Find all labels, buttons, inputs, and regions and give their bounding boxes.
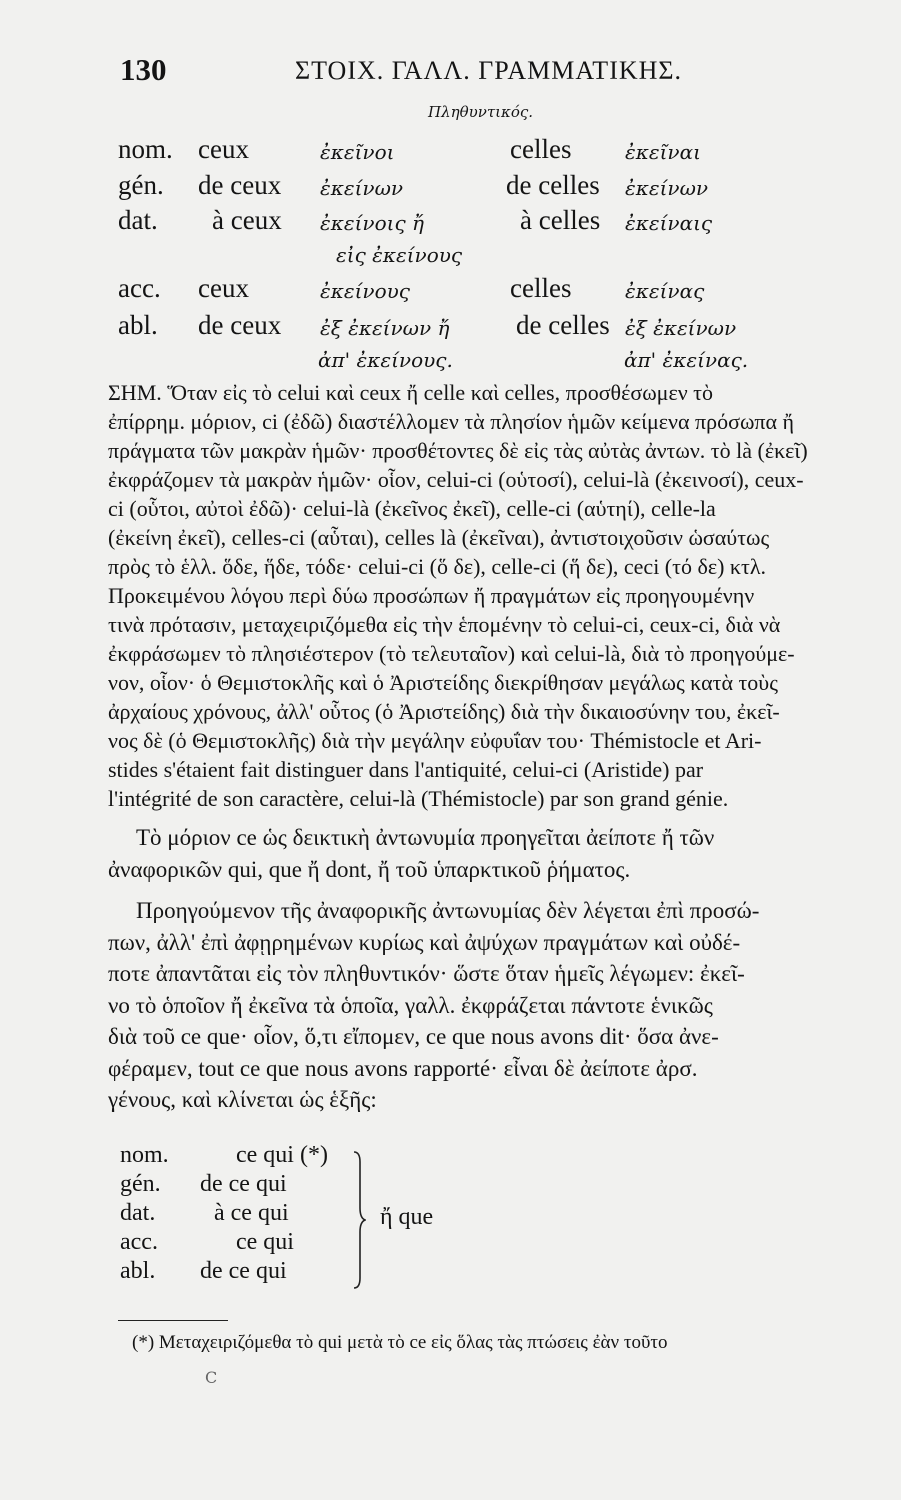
masc-fr-form: à ceux (212, 205, 282, 235)
plural-heading: Πληθυντικός. (428, 103, 534, 121)
masc-fr-form: de ceux (198, 310, 282, 340)
text-line: νο τὸ ὁποῖον ἤ ἐκεῖνα τὰ ὁποῖα, γαλλ. ἐκφράζεται πάντοτε ἑνικῶς (108, 992, 713, 1018)
ce-qui-form: à ce qui (214, 1200, 289, 1226)
text-line: ἀρχαίους χρόνους, ἀλλ' οὗτος (ὁ Ἀριστείδης) διὰ τὴν δικαιοσύνην του, ἐκεῖ- (108, 699, 780, 724)
text-line: διὰ τοῦ ce que· οἷον, ὅ,τι εἴπομεν, ce que nous avons dit· ὅσα ἀνε- (108, 1024, 719, 1049)
ce-qui-form: ce qui (236, 1229, 294, 1255)
text-line: (ἐκείνη ἐκεῖ), celles-ci (αὗται), celles là (ἐκεῖναι), ἀντιστοιχοῦσιν ὡσαύτως (108, 525, 770, 550)
masc-gr-form: ἐκείνοις ἤ (320, 211, 425, 235)
fem-fr-form: à celles (520, 205, 601, 235)
masc-fr-form: ceux (198, 134, 249, 164)
fem-fr-form: de celles (516, 310, 610, 340)
masc-gr-alt: εἰς ἐκείνους (336, 243, 463, 267)
fem-gr-form: ἐκείναις (625, 211, 713, 235)
fem-fr-form: celles (510, 273, 572, 303)
running-title: ΣΤΟΙΧ. ΓΑΛΛ. ΓΡΑΜΜΑΤΙΚΗΣ. (295, 56, 683, 85)
case-label: acc. (120, 1229, 158, 1255)
ce-qui-form: ce qui (*) (236, 1142, 328, 1168)
text-line: ἐπίρρημ. μόριον, ci (ἐδῶ) διαστέλλομεν τὰ πλησίον ἡμῶν κείμενα πρόσωπα ἤ (108, 409, 795, 434)
fem-gr-form: ἐκείνας (625, 279, 705, 303)
case-label: dat. (120, 1200, 156, 1226)
case-label: gén. (118, 170, 164, 200)
masc-fr-form: de ceux (198, 170, 282, 200)
case-label: nom. (120, 1142, 169, 1168)
case-label: nom. (118, 134, 173, 164)
ce-paragraph (108, 822, 830, 1116)
remark-paragraph (108, 378, 830, 813)
fem-gr-form: ἐκείνων (625, 176, 709, 200)
text-line: Τὸ μόριον ce ὡς δεικτικὴ ἀντωνυμία προηγεῖται ἀείποτε ἤ τῶν (136, 825, 715, 850)
text-line: l'intégrité de son caractère, celui-là (Thémistocle) par son grand génie. (108, 786, 729, 811)
text-line: Προκειμένου λόγου περὶ δύω προσώπων ἤ πραγμάτων εἰς προηγουμένην (108, 583, 755, 608)
fem-fr-form: celles (510, 134, 572, 164)
masc-gr-alt: ἀπ' ἐκείνους. (318, 348, 453, 372)
footnote: (*) Μεταχειριζόμεθα τὸ qui μετὰ τὸ ce εἰς ὅλας τὰς πτώσεις ἐὰν τοῦτο (132, 1332, 668, 1353)
case-label: acc. (118, 273, 161, 303)
text-line: νον, οἷον· ὁ Θεμιστοκλῆς καὶ ὁ Ἀριστείδης διεκρίθησαν μεγάλως κατὰ τοὺς (108, 670, 778, 695)
case-label: abl. (120, 1258, 156, 1284)
page-header (120, 52, 841, 92)
signature-mark: C (205, 1368, 218, 1387)
text-line: ἐκφράσωμεν τὸ πλησιέστερον (τὸ τελευταῖον) καὶ celui-là, διὰ τὸ προηγούμε- (108, 641, 795, 666)
masc-gr-form: ἐξ ἐκείνων ἤ (320, 316, 450, 340)
text-line: πράγματα τῶν μακρὰν ἡμῶν· προσθέτοντες δὲ εἰς τὰς αὐτὰς ἀντων. τὸ là (ἐκεῖ) (108, 438, 808, 463)
text-line: stides s'étaient fait distinguer dans l'antiquité, celui-ci (Aristide) par (108, 757, 704, 782)
text-line: νος δὲ (ὁ Θεμιστοκλῆς) διὰ τὴν μεγάλην εὐφυΐαν του· Thémistocle et Ari- (108, 728, 762, 753)
text-line: τινὰ πρότασιν, μεταχειριζόμεθα εἰς τὴν ἑπομένην τὸ celui-ci, ceux-ci, διὰ νὰ (108, 612, 781, 637)
fem-gr-alt: ἀπ' ἐκείνας. (624, 348, 749, 372)
masc-gr-form: ἐκείνων (320, 176, 404, 200)
curly-brace (352, 1150, 366, 1290)
masc-fr-form: ceux (198, 273, 249, 303)
brace-label: ἤ que (380, 1204, 434, 1230)
fem-gr-form: ἐξ ἐκείνων (625, 316, 737, 340)
text-line: ci (οὗτοι, αὐτοὶ ἐδῶ)· celui-là (ἐκεῖνος ἐκεῖ), celle-ci (αὑτηί), celle-la (108, 496, 716, 521)
masc-gr-form: ἐκείνους (320, 279, 410, 303)
text-line: φέραμεν, tout ce que nous avons rapporté· εἶναι δὲ ἀείποτε ἀρσ. (108, 1055, 698, 1081)
text-line: ΣΗΜ. Ὅταν εἰς τὸ celui καὶ ceux ἤ celle καὶ celles, προσθέσωμεν τὸ (108, 380, 713, 405)
text-line: ἐκφράζομεν τὰ μακρὰν ἡμῶν· οἷον, celui-ci (οὑτοσί), celui-là (ἐκεινοσί), ceux- (108, 467, 804, 492)
text-line: γένους, καὶ κλίνεται ὡς ἑξῆς: (108, 1087, 377, 1112)
text-line: πρὸς τὸ ἑλλ. ὅδε, ἥδε, τόδε· celui-ci (ὅ δε), celle-ci (ἥ δε), ceci (τό δε) κτλ. (108, 554, 766, 579)
masc-gr-form: ἐκεῖνοι (320, 140, 395, 164)
text-line: Προηγούμενον τῆς ἀναφορικῆς ἀντωνυμίας δὲν λέγεται ἐπὶ προσώ- (136, 898, 760, 923)
footnote-rule (118, 1320, 228, 1321)
page-number: 130 (120, 52, 167, 87)
case-label: gén. (120, 1171, 161, 1197)
text-line: ποτε ἀπαντᾶται εἰς τὸν πληθυντικόν· ὥστε ὅταν ἡμεῖς λέγωμεν: ἐκεῖ- (108, 961, 745, 986)
text-line: πων, ἀλλ' ἐπὶ ἀφῃρημένων κυρίως καὶ ἀψύχων πραγμάτων καὶ οὐδέ- (108, 929, 741, 955)
fem-gr-form: ἐκεῖναι (625, 140, 701, 164)
text-line: ἀναφορικῶν qui, que ἤ dont, ἤ τοῦ ὑπαρκτικοῦ ῥήματος. (108, 856, 631, 882)
fem-fr-form: de celles (506, 170, 600, 200)
case-label: dat. (118, 205, 158, 235)
ce-qui-form: de ce qui (200, 1171, 287, 1197)
case-label: abl. (118, 310, 158, 340)
ce-qui-form: de ce qui (200, 1258, 287, 1284)
